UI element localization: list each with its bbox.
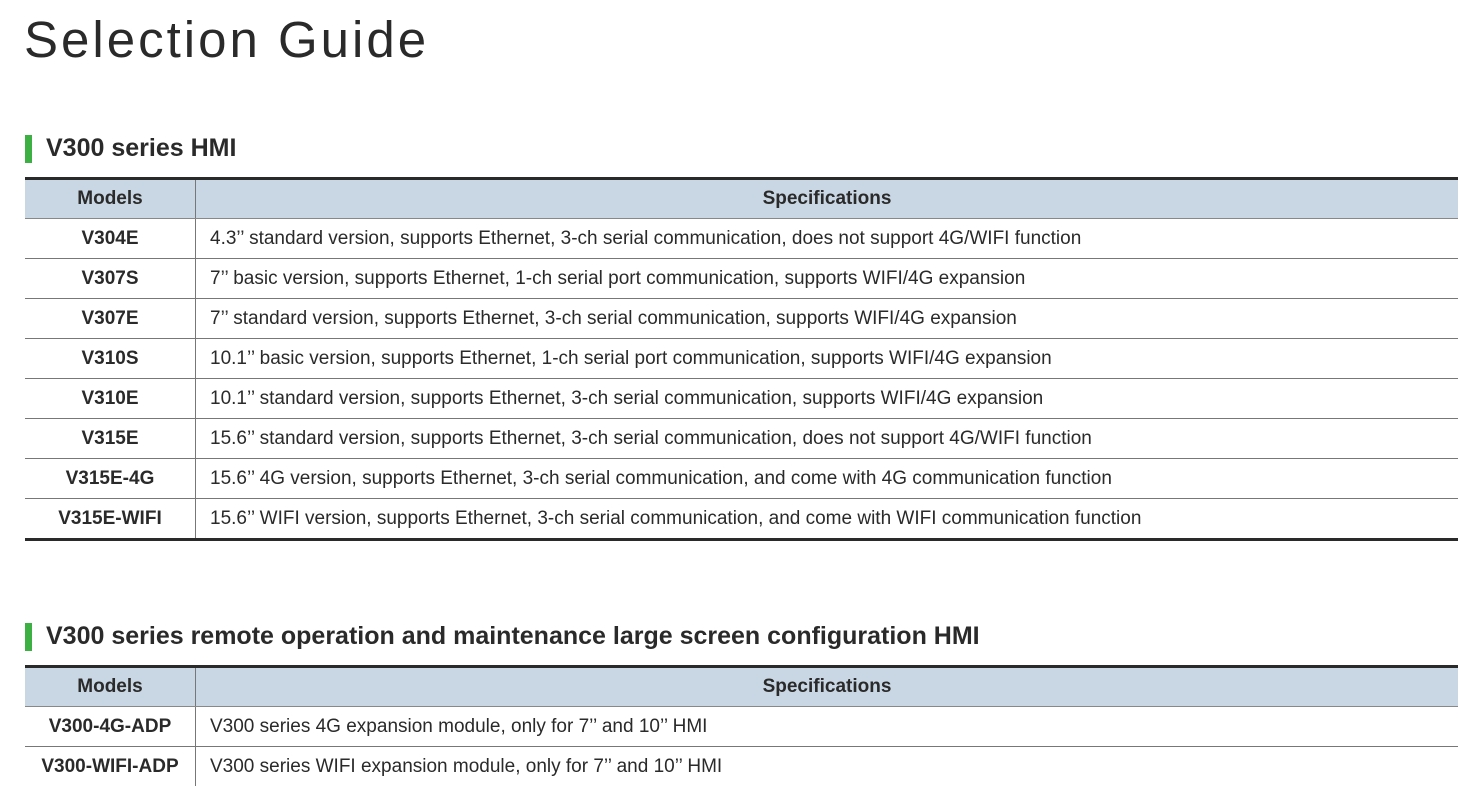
spec-cell: 7’’ basic version, supports Ethernet, 1-ch serial port communication, supports WIFI/4G expansion (196, 259, 1459, 299)
spec-cell: 15.6’’ 4G version, supports Ethernet, 3-ch serial communication, and come with 4G communication function (196, 459, 1459, 499)
spec-cell: 15.6’’ standard version, supports Ethernet, 3-ch serial communication, does not support 4G/WIFI function (196, 419, 1459, 459)
section-accent-bar (25, 135, 32, 163)
page-title: Selection Guide (24, 10, 429, 69)
model-cell: V304E (25, 219, 196, 259)
model-cell: V315E (25, 419, 196, 459)
spec-cell: V300 series WIFI expansion module, only for 7’’ and 10’’ HMI (196, 747, 1459, 786)
column-header-models: Models (25, 667, 196, 707)
table-row (25, 299, 1458, 339)
model-cell: V310E (25, 379, 196, 419)
model-cell: V310S (25, 339, 196, 379)
table-row (25, 219, 1458, 259)
spec-cell: V300 series 4G expansion module, only for 7’’ and 10’’ HMI (196, 707, 1459, 747)
model-cell: V307E (25, 299, 196, 339)
column-header-models: Models (25, 179, 196, 219)
model-cell: V300-WIFI-ADP (25, 747, 196, 786)
table-row (25, 707, 1458, 747)
model-cell: V315E-4G (25, 459, 196, 499)
table-row (25, 459, 1458, 499)
models-table-remote-hmi (25, 665, 1458, 786)
column-header-specifications: Specifications (196, 667, 1459, 707)
spec-cell: 4.3’’ standard version, supports Ethernet, 3-ch serial communication, does not support 4G/WIFI function (196, 219, 1459, 259)
models-table-hmi (25, 177, 1458, 541)
table-row (25, 379, 1458, 419)
spec-cell: 10.1’’ standard version, supports Ethernet, 3-ch serial communication, supports WIFI/4G expansion (196, 379, 1459, 419)
table-header-row (25, 179, 1458, 219)
model-cell: V307S (25, 259, 196, 299)
section-title: V300 series remote operation and maintenance large screen configuration HMI (46, 622, 980, 651)
table-row (25, 339, 1458, 379)
section-heading-hmi (25, 134, 236, 163)
section-heading-remote-hmi (25, 622, 980, 651)
section-accent-bar (25, 623, 32, 651)
table-row (25, 419, 1458, 459)
spec-cell: 10.1’’ basic version, supports Ethernet, 1-ch serial port communication, supports WIFI/4G expansion (196, 339, 1459, 379)
section-title: V300 series HMI (46, 134, 236, 163)
spec-cell: 7’’ standard version, supports Ethernet, 3-ch serial communication, supports WIFI/4G expansion (196, 299, 1459, 339)
model-cell: V315E-WIFI (25, 499, 196, 540)
model-cell: V300-4G-ADP (25, 707, 196, 747)
column-header-specifications: Specifications (196, 179, 1459, 219)
table-header-row (25, 667, 1458, 707)
table-row (25, 747, 1458, 786)
table-row (25, 259, 1458, 299)
spec-cell: 15.6’’ WIFI version, supports Ethernet, 3-ch serial communication, and come with WIFI communication function (196, 499, 1459, 540)
table-row (25, 499, 1458, 540)
